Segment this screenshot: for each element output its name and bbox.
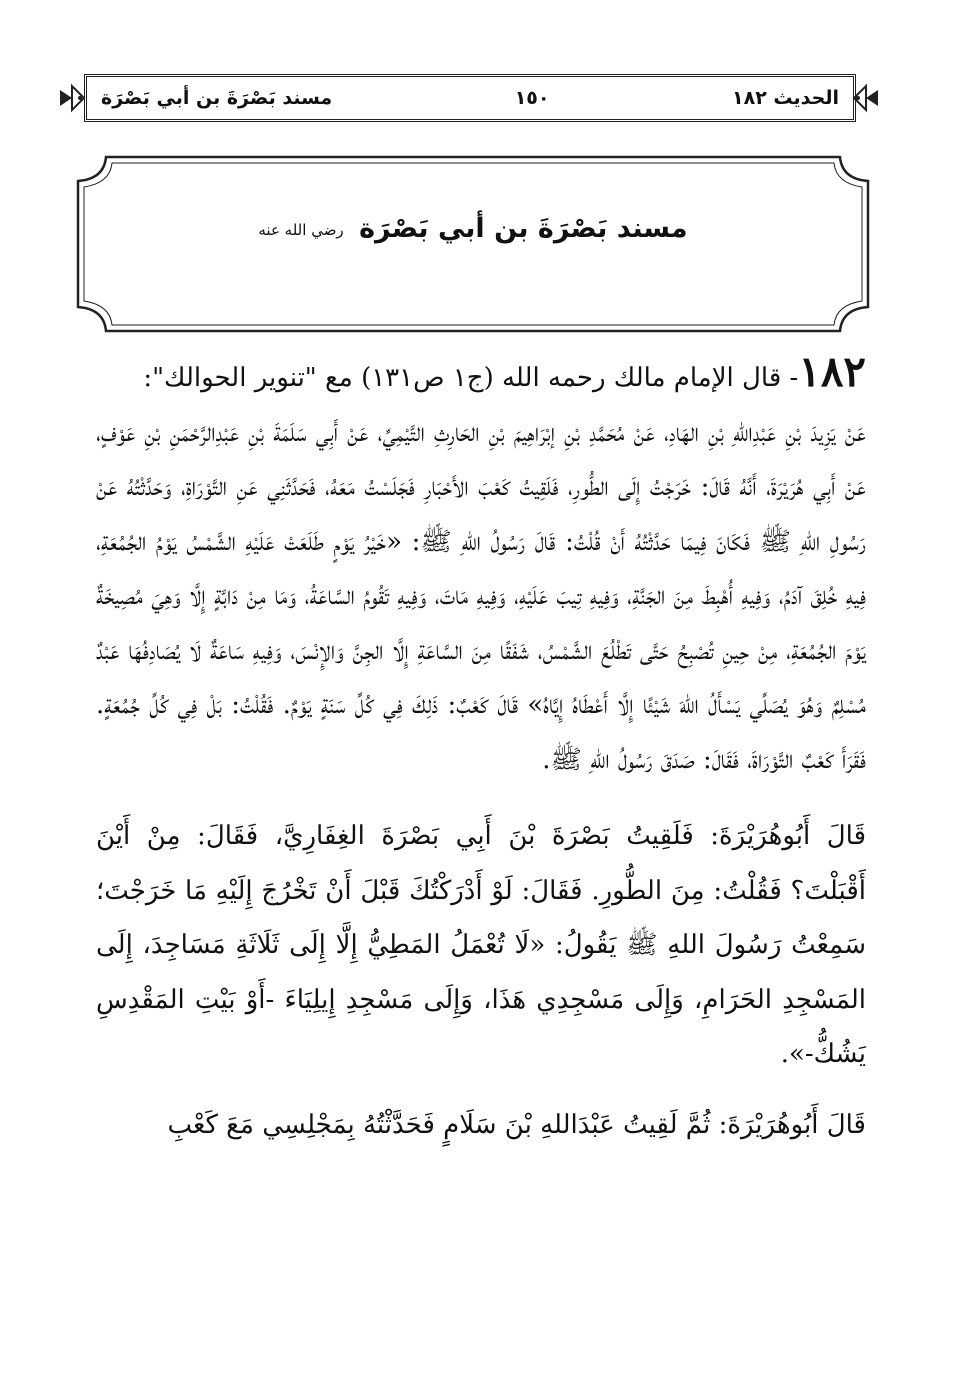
running-header xyxy=(84,74,856,122)
honorific-glyph: رضي الله عنه xyxy=(258,220,344,239)
title-frame-border xyxy=(76,155,870,333)
header-page-number: ١٥٠ xyxy=(514,87,550,109)
chapter-title-text: مسند بَصْرَةَ بن أبي بَصْرَة xyxy=(359,213,688,244)
header-ornament-right xyxy=(852,82,882,114)
hadith-intro xyxy=(96,345,866,406)
hadith-paragraph-3: قَالَ أَبُوهُرَيْرَةَ: ثُمَّ لَقِيتُ عَبْدَاللهِ بْنَ سَلَامٍ فَحَدَّثْتُهُ بِمَجْلِسِي مَعَ كَعْبِ xyxy=(167,1109,866,1140)
header-ornament-left xyxy=(56,82,86,114)
hadith-intro-text: - قال الإمام مالك رحمه الله (ج١ ص١٣١) مع "تنوير الحوالك": xyxy=(143,363,799,393)
hadith-number: ١٨٢ xyxy=(798,347,866,396)
hadith-paragraph-2: قَالَ أَبُوهُرَيْرَةَ: فَلَقِيتُ بَصْرَةَ بْنَ أَبِي بَصْرَةَ الغِفَارِيَّ، فَقَالَ: مِنْ أَيْنَ أَقْبَلْتَ؟ فَقُلْتُ: مِنَ الطُّورِ. فَقَالَ: لَوْ أَدْرَكْتُكَ قَبْلَ أَنْ تَخْرُجَ إِلَيْهِ مَا خَرَجْتَ؛ سَمِعْتُ رَسُولَ اللهِ ﷺ يَقُولُ: «لَا تُعْمَلُ المَطِيُّ إِلَّا إِلَى ثَلَاثَةِ مَسَاجِدَ، إِلَى المَسْجِدِ الحَرَامِ، وَإِلَى مَسْجِدِي هَذَا، وَإِلَى مَسْجِدِ إِيلِيَاءَ -أَوْ بَيْتِ المَقْدِسِ يَشُكُّ-». xyxy=(96,821,866,1069)
hadith-paragraph-1: عَنْ يَزِيدَ بْنِ عَبْدِاللهِ بْنِ الهَادِ، عَنْ مُحَمَّدِ بْنِ إبْرَاهِيمَ بْنِ الحَارِثِ التَّيْمِيِّ، عَنْ أَبِي سَلَمَةَ بْنِ عَبْدِالرَّحْمَنِ بْنِ عَوْفٍ، عَنْ أَبِي هُرَيْرَةَ، أَنَّهُ قَالَ: خَرَجْتُ إِلَى الطُّورِ، فَلَقِيتُ كَعْبَ الأَحْبَارِ فَجَلَسْتُ مَعَهُ، فَحَدَّثَنِي عَنِ التَّوْرَاةِ، وَحَدَّثْتُهُ عَنْ رَسُولِ اللهِ ﷺ فَكَانَ فِيمَا حَدَّثْتُهُ أَنْ قُلْتُ: قَالَ رَسُولُ اللهِ ﷺ: «خَيْرُ يَوْمٍ طَلَعَتْ عَلَيْهِ الشَّمْسُ يَوْمُ الجُمُعَةِ، فِيهِ خُلِقَ آدَمُ، وَفِيهِ أُهْبِطَ مِنَ الجَنَّةِ، وَفِيهِ تِيبَ عَلَيْهِ، وَفِيهِ مَاتَ، وَفِيهِ تَقُومُ السَّاعَةُ، وَمَا مِنْ دَابَّةٍ إِلَّا وَهِيَ مُصِيخَةٌ يَوْمَ الجُمُعَةِ، مِنْ حِينِ تُصْبِحُ حَتَّى تَطْلُعَ الشَّمْسُ، شَفَقًا مِنَ السَّاعَةِ إِلَّا الجِنَّ وَالإِنْسَ، وَفِيهِ سَاعَةٌ لَا يُصَادِفُهَا عَبْدٌ مُسْلِمٌ وَهُوَ يُصَلِّي يَسْأَلُ اللهَ شَيْئًا إِلَّا أَعْطَاهُ إِيَّاهُ» قَالَ كَعْبٌ: ذَلِكَ فِي كُلِّ سَنَةٍ يَوْمٌ. فَقُلْتُ: بَلْ فِي كُلِّ جُمُعَةٍ. فَقَرَأَ كَعْبٌ التَّوْرَاةَ، فَقَالَ: صَدَقَ رَسُولُ اللهِ ﷺ. xyxy=(96,417,866,775)
chapter-title xyxy=(76,213,870,244)
header-hadith-label: الحديث ١٨٢ xyxy=(732,87,839,109)
hadith-body xyxy=(96,345,866,1152)
header-section-title: مسند بَصْرَةَ بن أبي بَصْرَة xyxy=(101,87,333,109)
chapter-title-frame xyxy=(76,155,870,333)
